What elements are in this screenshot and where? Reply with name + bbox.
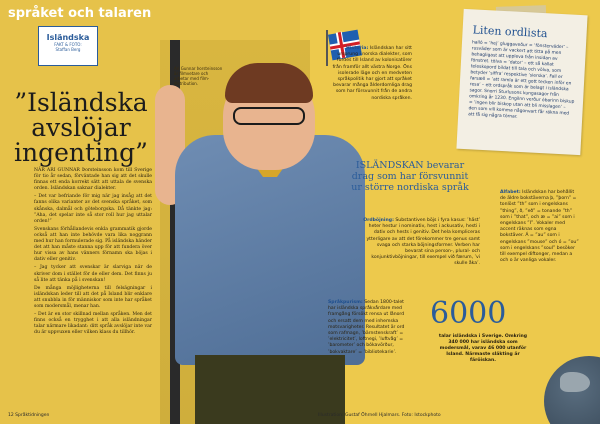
logo-sub-2: Staffan Berg: [55, 47, 81, 52]
alfabet-lead: Alfabet:: [500, 190, 521, 195]
portrait-photo: [175, 45, 365, 424]
person-hair: [225, 63, 313, 103]
glossary-title: Liten ordlista: [472, 23, 548, 41]
logo-sub-1: FAKT & FOTO:: [54, 42, 82, 47]
fact-alfabet: [500, 190, 580, 264]
historia-lead: Historia:: [346, 46, 369, 51]
fact-ordbojning: [358, 218, 480, 268]
ordbojning-lead: Ordböjning:: [363, 218, 394, 223]
stat-text: talar isländska i Sverige. Omkring 340 000 har isländska som modersmål, varav 46 000 utanför Island. Närmaste släkting är färöiskan.: [438, 334, 528, 363]
article-headline: ”Isländska avslöjar ingenting”: [14, 88, 148, 167]
stat-number: 6000: [430, 296, 507, 331]
pull-quote: ISLÄNDSKAN bevarar drag som har försvunnit ur större nordiska språk: [351, 160, 469, 193]
glossary-text: halló = ’hej’ gluggaveður = ’fönsterväder’ – rusväder som är vackert att titta på men behagligast att uppleva från insidan av fönstret. tölva = ’dator’ – ett så kallat teleskopord bildat till tala och völva, som betyder ’siffra’ respektive ’sierska’. Fall er farsæll = ’att ramla är ett gott tecken inför en resa’ – ett ordspråk som är belagt i isländska sagor. Snorri Sturlusons kungasagor från omkring år 1230. Engilnn verður óbarinn biskup = ’ingen blir biskop utan att bli misslagen’ – den som vill komma någonvart får räkna med att få sig några törnar.: [468, 40, 575, 120]
page-footer: 12 Språktidningen: [8, 413, 50, 418]
ordbojning-text: Substantiven böjs i fyra kasus: ’häst’ heter hestur i nominativ, hest i ackusativ, hesti i dativ och hests i genitiv. Det hela kompliceras ytterligare av att det förekommer tre genus samt svaga och starka böjningsformer. Verben har bevarat sina person-, plural- och konjunktivböjningar, till exempel við færum, ’vi skulle åka’.: [366, 218, 480, 267]
fact-sprakpurism: [328, 300, 410, 356]
body-paragraph-6: – Det är en stor skillnad mellan språken. Men det finns också en trygghet i att alla isländningar talar närmare likadant: ditt språk avslöjar inte var du är uppvuxen eller vilken klass du tillhör.: [34, 312, 152, 336]
article-body: [34, 168, 152, 338]
logo-main-text: Isländska: [46, 33, 90, 42]
photo-caption: Ari Gunnar Þorsteinsson är filmvetare och arbetar med film-distribution.: [174, 66, 223, 86]
body-paragraph-2: – Det var befriande för mig när jag insåg att det fanns olika varianter av det svenska språket, som skånska, dalmål och göteborgska. Då tänkte jag: ”Aha, det spelar inte så stor roll hur jag uttalar orden!”: [34, 194, 152, 224]
body-paragraph-3: Svenskans förhållandevis enkla grammatik gjorde också att han inte behövde vara lika noggrann med hur han formulerade sig. På isländska händer det att han måste stanna upp för att fundera över hur vissa av hans vänners förnamn ska böjas i dativ eller genitiv.: [34, 226, 152, 263]
glasses: [233, 107, 305, 125]
body-paragraph-4: – Jag tycker att svenskar är slarviga när de skriver dom i stället för de eller dem. Det finns ju så lite att tänka på i svenskan!: [34, 265, 152, 283]
body-paragraph-5: De många möjligheterna till felsägningar i isländskan leder till att det på Island blir enklare att snubbla in för människor som inte har språket som modersmål, menar han.: [34, 285, 152, 309]
globe-land-shape: [560, 372, 590, 392]
body-paragraph-1: NÄR ARI GUNNAR Þorsteinsson kom till Sverige för tio år sedan, förväntade han sig att det skulle finnas ett enda korrekt sätt att uttala de svenska orden. Isländskan saknar dialekter.: [34, 168, 152, 192]
section-title: språket och talaren: [8, 6, 152, 21]
glossary-note: [456, 9, 587, 155]
sprakpurism-text: Sedan 1800-talet har isländska språkvårdare med framgång försökt rensa ut lånord och ersatt dem med inhemska motsvarigheter. Resultatet är ord som rafmagn, ’bärnstenskraft’ = ’elektricitet’, loftnegi, ’luftvåg’ = ’barometer’ och bókavörður, ’bokvaktare’ = ’bibliotekarie’.: [328, 300, 405, 355]
fact-historia: [332, 46, 412, 102]
alfabet-text: Isländskan har behållit de äldre bokstäverna þ, ”þorn” = tonlöst ”th” som i engelskans ”thing”, ð, ”eð” = tonande ”th” som i ”that”, och æ = ”ai” som i engelskans ”I”. Vokaler med accent räknas som egna bokstäver. Á = ”au” som i engelskans ”mouse” och ó = ”ou” som i engelskans ”soul” besöker till exempel diftonger, medan a och o är vanliga vokaler.: [500, 190, 579, 264]
historia-text: Isländskan har sitt ursprung i norska dialekter, som fördes till Island av kolonisatörer från framför allt västra Norge. Öns isolerade läge och en medveten språkpolitik har gjort att språket bevarar många ålderdomliga drag som har försvunnit från de andra nordiska språken.: [332, 46, 412, 101]
photo-credit: Illustration: Gustaf Öhrnell Hjalmars. Foto: Istockphoto: [318, 413, 441, 418]
sprakpurism-lead: Språkpurism:: [328, 300, 363, 305]
section-logo: [38, 26, 98, 66]
